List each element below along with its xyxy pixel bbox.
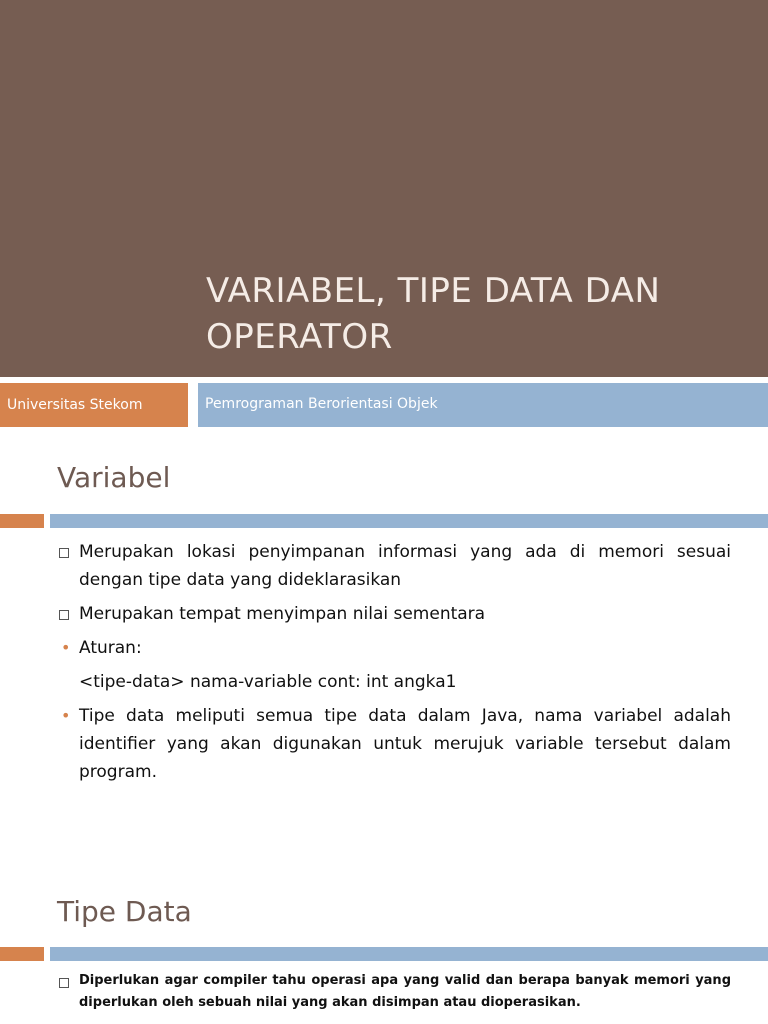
square-bullet-icon [59, 548, 69, 558]
variabel-heading: Variabel [57, 461, 171, 494]
list-item [58, 538, 731, 594]
list-item [58, 970, 731, 1014]
square-bullet-icon [59, 610, 69, 620]
syntax-line: <tipe-data> nama-variable cont: int angka1 [79, 672, 457, 692]
dot-bullet-icon: • [61, 638, 71, 657]
slide-title [206, 268, 746, 360]
list-item-text: Aturan: [79, 638, 142, 658]
list-item [58, 600, 731, 628]
variabel-content [58, 538, 731, 792]
square-bullet-icon [59, 978, 69, 988]
list-item-text: Diperlukan agar compiler tahu operasi apa yang valid dan berapa banyak memori yang diperlukan oleh sebuah nilai yang akan disimpan atau dioperasikan. [79, 973, 731, 1010]
variabel-accent-orange-bar [0, 514, 44, 528]
list-item-text: Tipe data meliputi semua tipe data dalam Java, nama variabel adalah identifier yang akan digunakan untuk merujuk variable tersebut dalam program. [79, 706, 731, 782]
list-item-text: Merupakan tempat menyimpan nilai sementara [79, 604, 486, 624]
tipe-data-accent-blue-bar [50, 947, 768, 961]
tipe-data-content [58, 970, 731, 1020]
slide-title-line-2: OPERATOR [206, 317, 393, 357]
tipe-data-heading: Tipe Data [57, 895, 192, 928]
list-item [58, 702, 731, 786]
tipe-data-accent-orange-bar [0, 947, 44, 961]
institution-label: Universitas Stekom [0, 383, 188, 427]
list-item-text: Merupakan lokasi penyimpanan informasi yang ada di memori sesuai dengan tipe data yang dideklarasikan [79, 542, 731, 590]
course-label: Pemrograman Berorientasi Objek [198, 383, 768, 427]
variabel-accent-blue-bar [50, 514, 768, 528]
list-item [58, 634, 731, 662]
dot-bullet-icon: • [61, 706, 71, 725]
slide-title-line-1: VARIABEL, TIPE DATA DAN [206, 271, 661, 311]
